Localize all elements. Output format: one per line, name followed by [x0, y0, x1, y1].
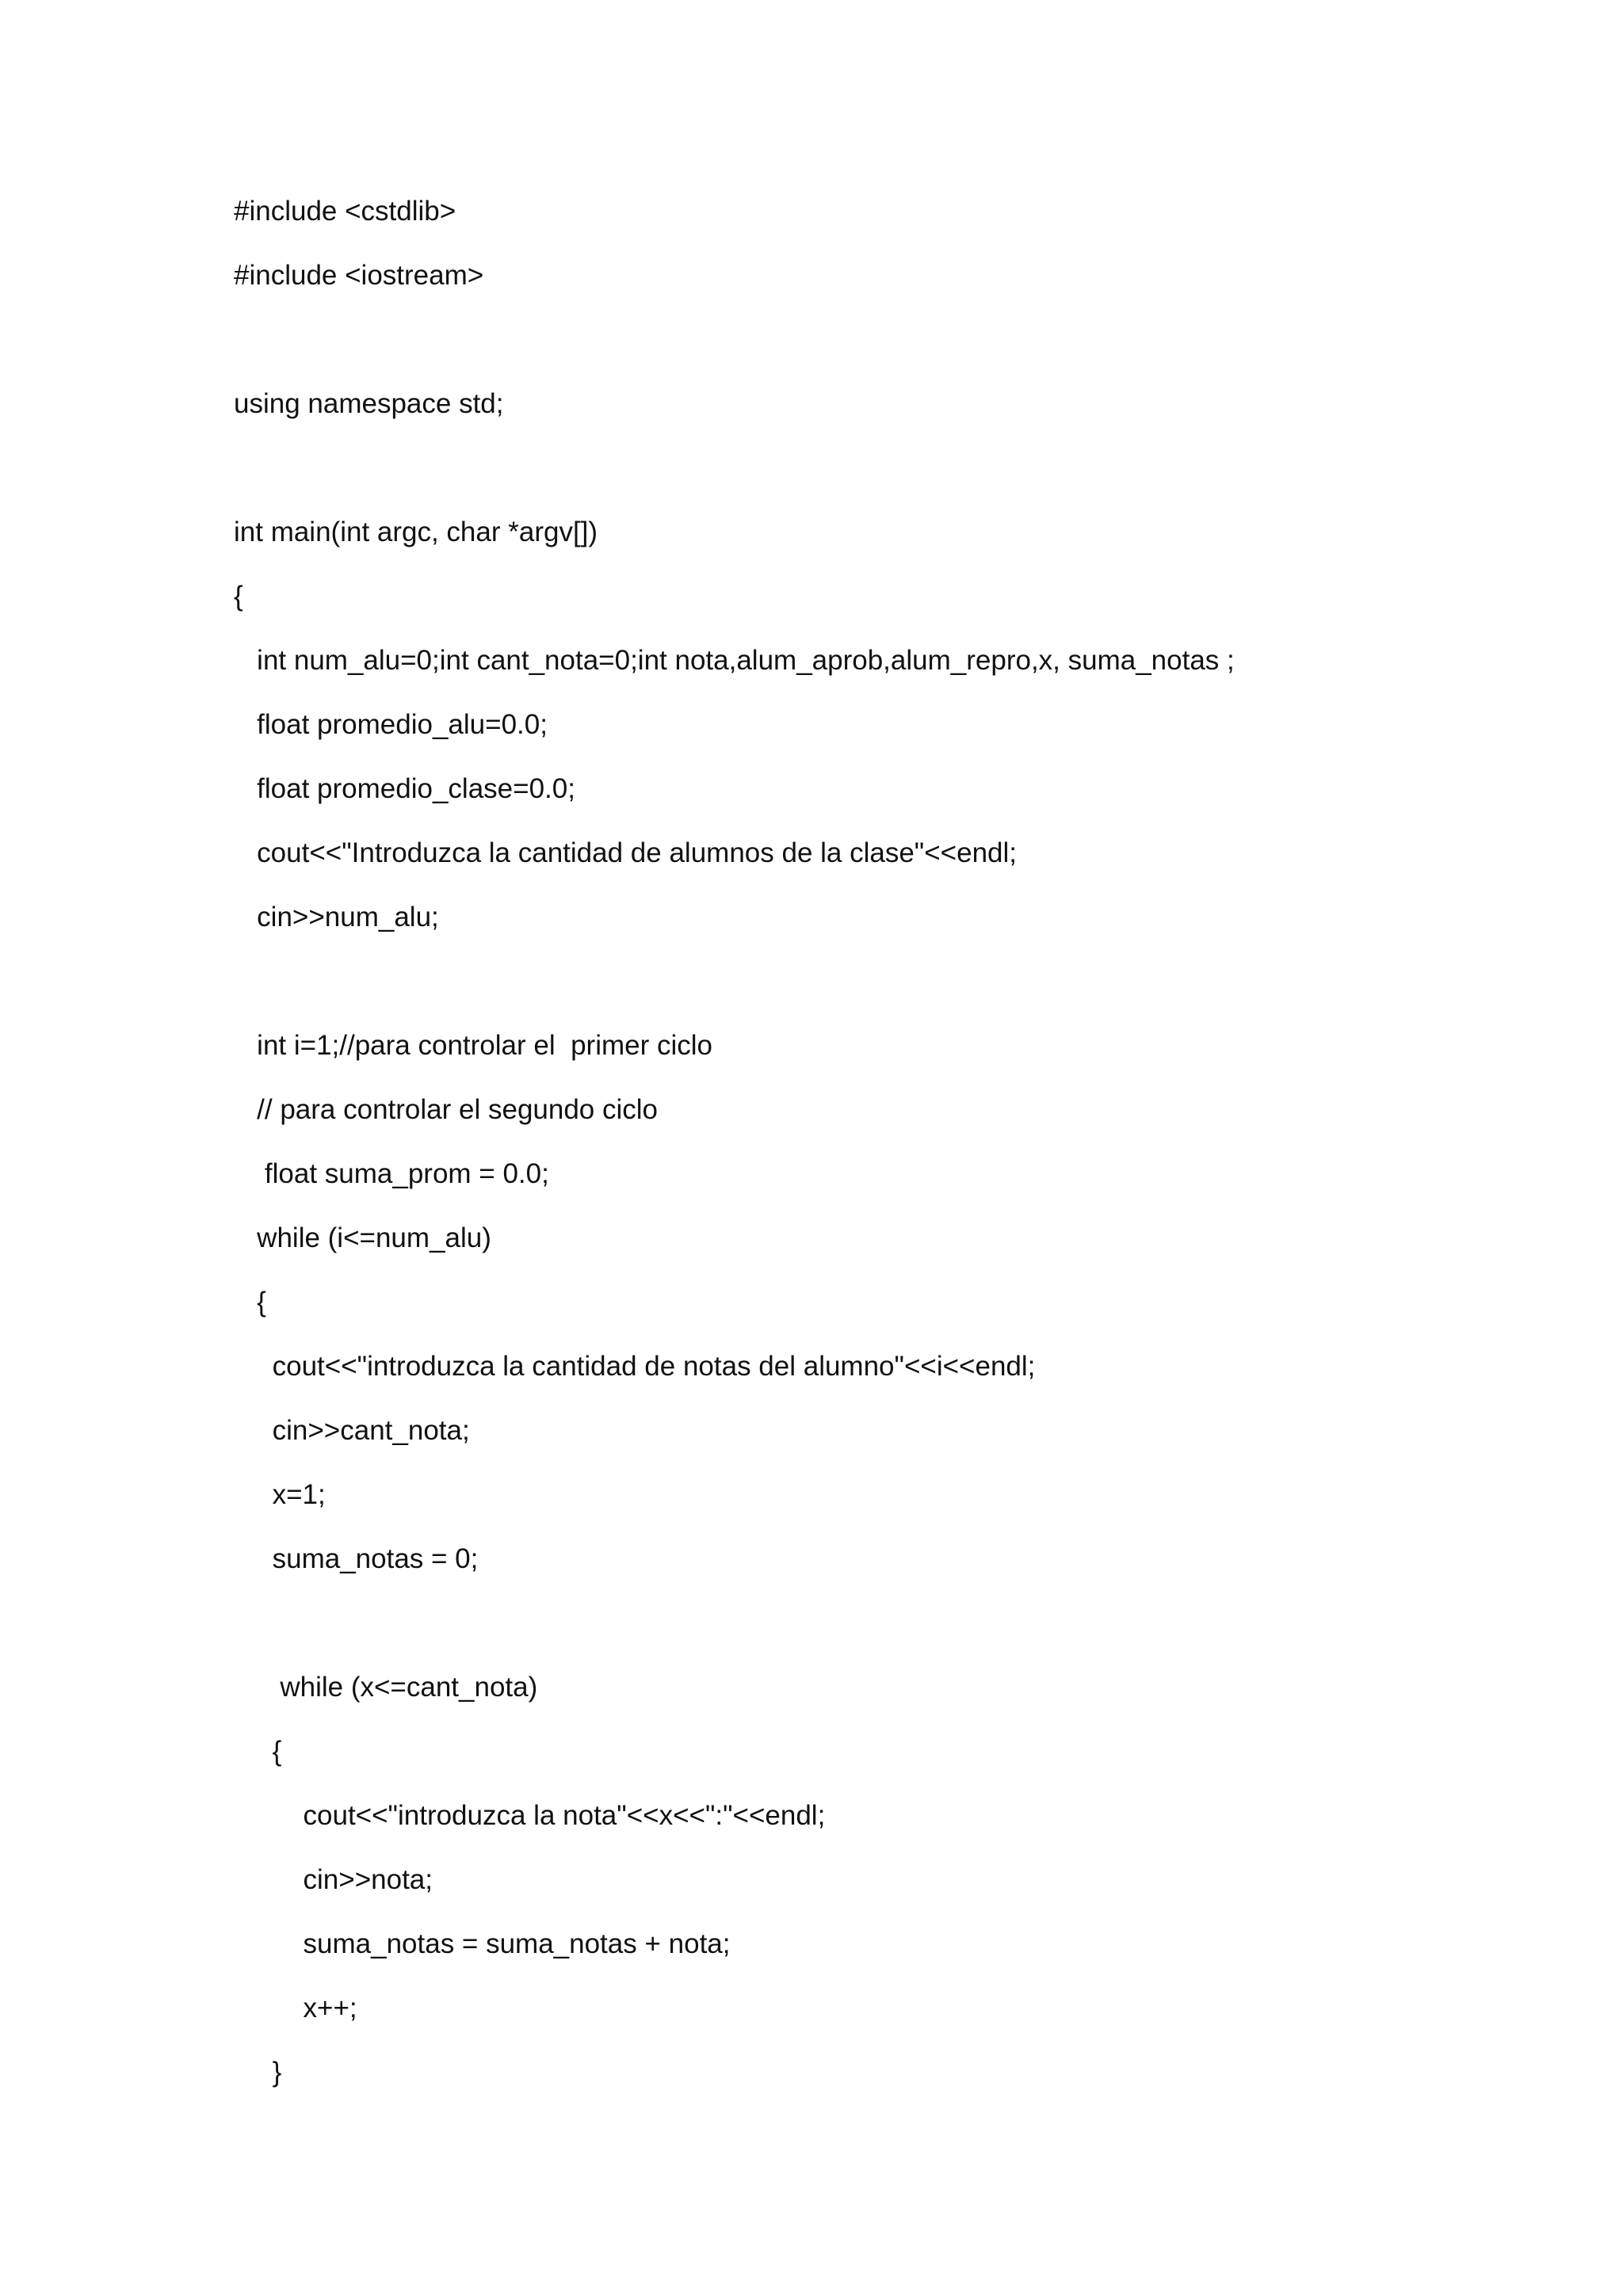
code-line: { — [234, 1287, 266, 1318]
code-line: int main(int argc, char *argv[]) — [234, 517, 598, 547]
code-line: x=1; — [234, 1479, 326, 1510]
code-line: int i=1;//para controlar el primer ciclo — [234, 1030, 712, 1061]
code-line: int num_alu=0;int cant_nota=0;int nota,alum_aprob,alum_repro,x, suma_notas ; — [234, 645, 1235, 676]
code-line: suma_notas = suma_notas + nota; — [234, 1928, 731, 1959]
code-line: cin>>cant_nota; — [234, 1415, 470, 1446]
code-line: cout<<"introduzca la cantidad de notas del alumno"<<i<<endl; — [234, 1351, 1036, 1382]
code-line: #include <cstdlib> — [234, 196, 456, 227]
code-line: x++; — [234, 1993, 357, 2023]
code-line: cout<<"introduzca la nota"<<x<<":"<<endl; — [234, 1800, 826, 1831]
code-line: cin>>num_alu; — [234, 902, 439, 933]
code-line: float promedio_clase=0.0; — [234, 773, 575, 804]
code-line: float suma_prom = 0.0; — [234, 1158, 549, 1189]
code-line: } — [234, 2057, 282, 2088]
code-line: #include <iostream> — [234, 260, 484, 291]
code-line: suma_notas = 0; — [234, 1543, 479, 1574]
code-line: { — [234, 581, 243, 612]
code-line: { — [234, 1736, 282, 1767]
code-line: cin>>nota; — [234, 1864, 433, 1895]
code-line: while (i<=num_alu) — [234, 1222, 491, 1253]
code-line: using namespace std; — [234, 388, 504, 419]
code-line: // para controlar el segundo ciclo — [234, 1094, 659, 1125]
code-line: while (x<=cant_nota) — [234, 1672, 538, 1703]
code-line: cout<<"Introduzca la cantidad de alumnos de la clase"<<endl; — [234, 837, 1017, 868]
code-line: float promedio_alu=0.0; — [234, 709, 548, 740]
